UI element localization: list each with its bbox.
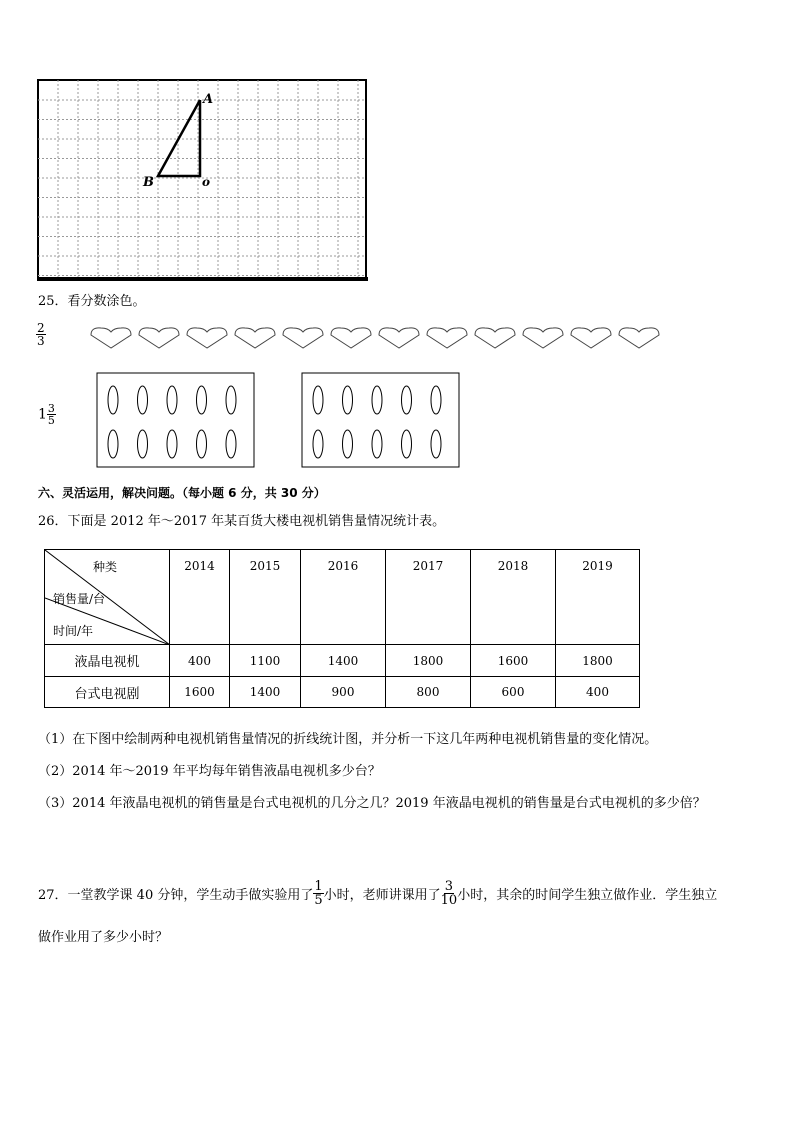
- heart-icon[interactable]: [379, 328, 419, 348]
- whole: 1: [38, 406, 47, 423]
- heart-icon[interactable]: [475, 328, 515, 348]
- oval-icon[interactable]: [372, 430, 382, 458]
- q27-text: 小时，其余的时间学生独立做作业．学生独立: [457, 888, 718, 903]
- mixed-fraction-1-3-5: [38, 403, 56, 426]
- cell: 400: [556, 677, 640, 708]
- oval-icon[interactable]: [138, 430, 148, 458]
- denominator: 5: [47, 414, 55, 427]
- cell: 400: [170, 645, 230, 677]
- heart-icon[interactable]: [331, 328, 371, 348]
- label-o: o: [202, 175, 211, 189]
- cell: 1400: [230, 677, 301, 708]
- numerator: 3: [444, 879, 454, 894]
- year-header: 2014: [170, 550, 230, 645]
- fraction-1-5: [313, 880, 323, 907]
- heart-icon[interactable]: [91, 328, 131, 348]
- q26-title: 26．下面是 2012 年～2017 年某百货大楼电视机销售量情况统计表。: [38, 514, 446, 529]
- oval-icon[interactable]: [343, 386, 353, 414]
- heart-icon[interactable]: [187, 328, 227, 348]
- corner-year: 时间/年: [53, 624, 94, 638]
- numerator: 3: [47, 402, 55, 415]
- numerator: 2: [37, 321, 45, 335]
- table-row: [45, 645, 640, 677]
- q27-line-1: [38, 880, 717, 907]
- heart-icon[interactable]: [571, 328, 611, 348]
- oval-icon[interactable]: [197, 430, 207, 458]
- oval-icon[interactable]: [108, 386, 118, 414]
- heart-icon[interactable]: [523, 328, 563, 348]
- cell: 1600: [170, 677, 230, 708]
- heart-icon[interactable]: [283, 328, 323, 348]
- year-header: 2016: [301, 550, 386, 645]
- label-a: A: [203, 92, 214, 107]
- oval-icon[interactable]: [226, 430, 236, 458]
- q27-line-2: 做作业用了多少小时？: [38, 930, 169, 945]
- q26-sub-1: （1）在下图中绘制两种电视机销售量情况的折线统计图，并分析一下这几年两种电视机销售量的变化情况。: [38, 732, 658, 747]
- hearts-row: [88, 325, 668, 355]
- denominator: 3: [37, 334, 45, 348]
- cell: 900: [301, 677, 386, 708]
- q27-text: 27．一堂教学课 40 分钟，学生动手做实验用了: [38, 888, 314, 903]
- cell: 1600: [471, 645, 556, 677]
- cell: 1800: [556, 645, 640, 677]
- grid-figure: [36, 78, 370, 284]
- heart-icon[interactable]: [235, 328, 275, 348]
- oval-icon[interactable]: [108, 430, 118, 458]
- row-label: 液晶电视机: [45, 645, 170, 677]
- cell: 800: [386, 677, 471, 708]
- oval-box-1: [96, 372, 256, 468]
- oval-icon[interactable]: [313, 386, 323, 414]
- q25-title: 25．看分数涂色。: [38, 294, 146, 309]
- row-label: 台式电视剧: [45, 677, 170, 708]
- q26-sub-3: （3）2014 年液晶电视机的销售量是台式电视机的几分之几？2019 年液晶电视机的销售量是台式电视机的多少倍？: [38, 796, 706, 811]
- table-row: [45, 677, 640, 708]
- heart-icon[interactable]: [427, 328, 467, 348]
- cell: 1100: [230, 645, 301, 677]
- cell: 1400: [301, 645, 386, 677]
- year-header: 2015: [230, 550, 301, 645]
- q27-text: 小时，老师讲课用了: [323, 888, 441, 903]
- denominator: 10: [440, 893, 458, 908]
- oval-icon[interactable]: [402, 386, 412, 414]
- oval-icon[interactable]: [402, 430, 412, 458]
- oval-icon[interactable]: [372, 386, 382, 414]
- oval-icon[interactable]: [167, 430, 177, 458]
- cell: 1800: [386, 645, 471, 677]
- denominator: 5: [314, 893, 323, 908]
- oval-icon[interactable]: [167, 386, 177, 414]
- oval-icon[interactable]: [431, 386, 441, 414]
- oval-icon[interactable]: [197, 386, 207, 414]
- cell: 600: [471, 677, 556, 708]
- q26-sub-2: （2）2014 年～2019 年平均每年销售液晶电视机多少台？: [38, 764, 381, 779]
- corner-sales: 销售量/台: [53, 592, 106, 606]
- year-header: 2017: [386, 550, 471, 645]
- corner-type: 种类: [93, 560, 118, 574]
- year-header: 2019: [556, 550, 640, 645]
- year-header: 2018: [471, 550, 556, 645]
- corner-cell: [45, 550, 170, 645]
- heart-icon[interactable]: [139, 328, 179, 348]
- numerator: 1: [314, 879, 323, 894]
- oval-icon[interactable]: [431, 430, 441, 458]
- oval-icon[interactable]: [138, 386, 148, 414]
- label-b: B: [143, 175, 154, 190]
- section-title: 六、灵活运用，解决问题。（每小题 6 分，共 30 分）: [38, 486, 326, 500]
- oval-icon[interactable]: [313, 430, 323, 458]
- fraction-3-10: [441, 880, 458, 907]
- oval-box-2: [301, 372, 461, 468]
- heart-icon[interactable]: [619, 328, 659, 348]
- sales-table: [44, 549, 640, 708]
- oval-icon[interactable]: [226, 386, 236, 414]
- oval-icon[interactable]: [343, 430, 353, 458]
- fraction-2-3: [36, 322, 46, 347]
